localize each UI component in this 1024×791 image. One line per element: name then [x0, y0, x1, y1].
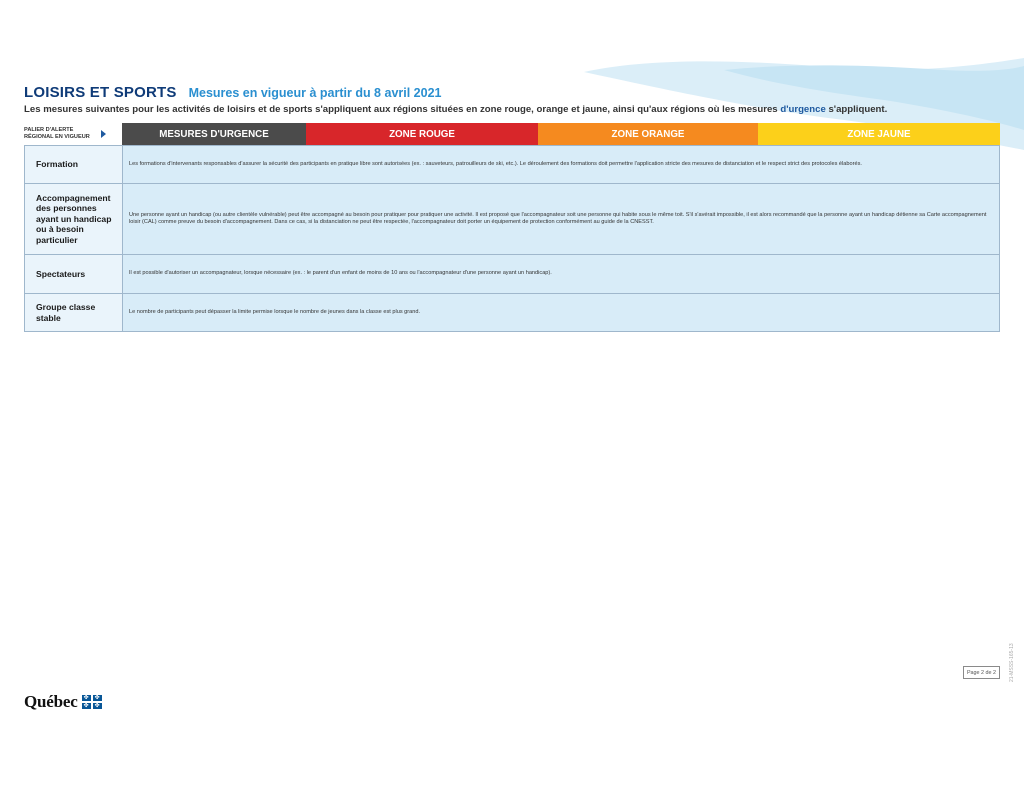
- palier-line-2: RÉGIONAL EN VIGUEUR: [24, 134, 90, 140]
- page-number: Page 2 de 2: [963, 666, 1000, 679]
- intro-emphasis: d'urgence: [780, 104, 826, 115]
- zone-urgence: MESURES D'URGENCE: [122, 123, 306, 145]
- intro-before: Les mesures suivantes pour les activités de loisirs et de sports s'appliquent aux régions situées en zone rouge, orange et jaune, ainsi qu'aux régions où les mesures: [24, 104, 778, 115]
- logo-wordmark: Québec: [24, 692, 78, 711]
- table-row: [25, 255, 999, 294]
- table-row: [25, 184, 999, 255]
- table-row: [25, 146, 999, 184]
- row-text: Il est possible d'autoriser un accompagnateur, lorsque nécessaire (ex. : le parent d'un enfant de moins de 10 ans ou l'accompagnateur d'une personne ayant un handicap).: [123, 255, 999, 293]
- zone-header: [24, 123, 1000, 145]
- row-text: Les formations d'intervenants responsables d'assurer la sécurité des participants en pratique libre sont autorisées (ex. : sauveteurs, patrouilleurs de ski, etc.). Le déroulement des formations doit permettre l'application stricte des mesures de distanciation et le respect strict des protocoles élaborés.: [123, 146, 999, 183]
- document-code: [1002, 638, 1015, 682]
- table-row: [25, 294, 999, 331]
- intro-text: [24, 104, 1014, 115]
- zone-orange: ZONE ORANGE: [538, 123, 758, 145]
- page-subtitle: Mesures en vigueur à partir du 8 avril 2021: [188, 86, 442, 100]
- fleur-de-lis-icon: ✤ ✤ ✤ ✤: [83, 695, 100, 709]
- quebec-logo: [24, 692, 102, 712]
- zone-jaune: ZONE JAUNE: [758, 123, 1000, 145]
- row-text: Le nombre de participants peut dépasser la limite permise lorsque le nombre de jeunes dans la classe est plus grand.: [123, 294, 999, 331]
- zone-rouge: ZONE ROUGE: [306, 123, 538, 145]
- palier-label: [24, 123, 122, 145]
- row-label: Accompagnement des personnes ayant un handicap ou à besoin particulier: [25, 184, 123, 254]
- row-text: Une personne ayant un handicap (ou autre clientèle vulnérable) peut être accompagné au besoin pour pratiquer pour pratiquer une activité. Il est proposé que l'accompagnateur soit une personne qui habite sous le même toit. S'il s'avérait impossible, il est alors recommandé que la personne ayant un handicap détienne sa Carte accompagnement loisir (CAL) comme preuve du besoin d'accompagnement. Dans ce cas, si la distanciation ne peut être respectée, l'accompagnateur doit porter un équipement de protection conformément au guide de la CNESST.: [123, 184, 999, 254]
- intro-after: s'appliquent.: [828, 104, 888, 115]
- palier-line-1: PALIER D'ALERTE: [24, 127, 74, 133]
- measures-table: [24, 145, 1000, 332]
- row-label: Spectateurs: [25, 255, 123, 293]
- page-header: [24, 84, 1014, 115]
- document-code-text: 21-MSSS-165-13: [1009, 643, 1015, 682]
- row-label: Groupe classe stable: [25, 294, 123, 331]
- page-title: LOISIRS ET SPORTS: [24, 84, 177, 101]
- triangle-right-icon: [101, 130, 106, 138]
- row-label: Formation: [25, 146, 123, 183]
